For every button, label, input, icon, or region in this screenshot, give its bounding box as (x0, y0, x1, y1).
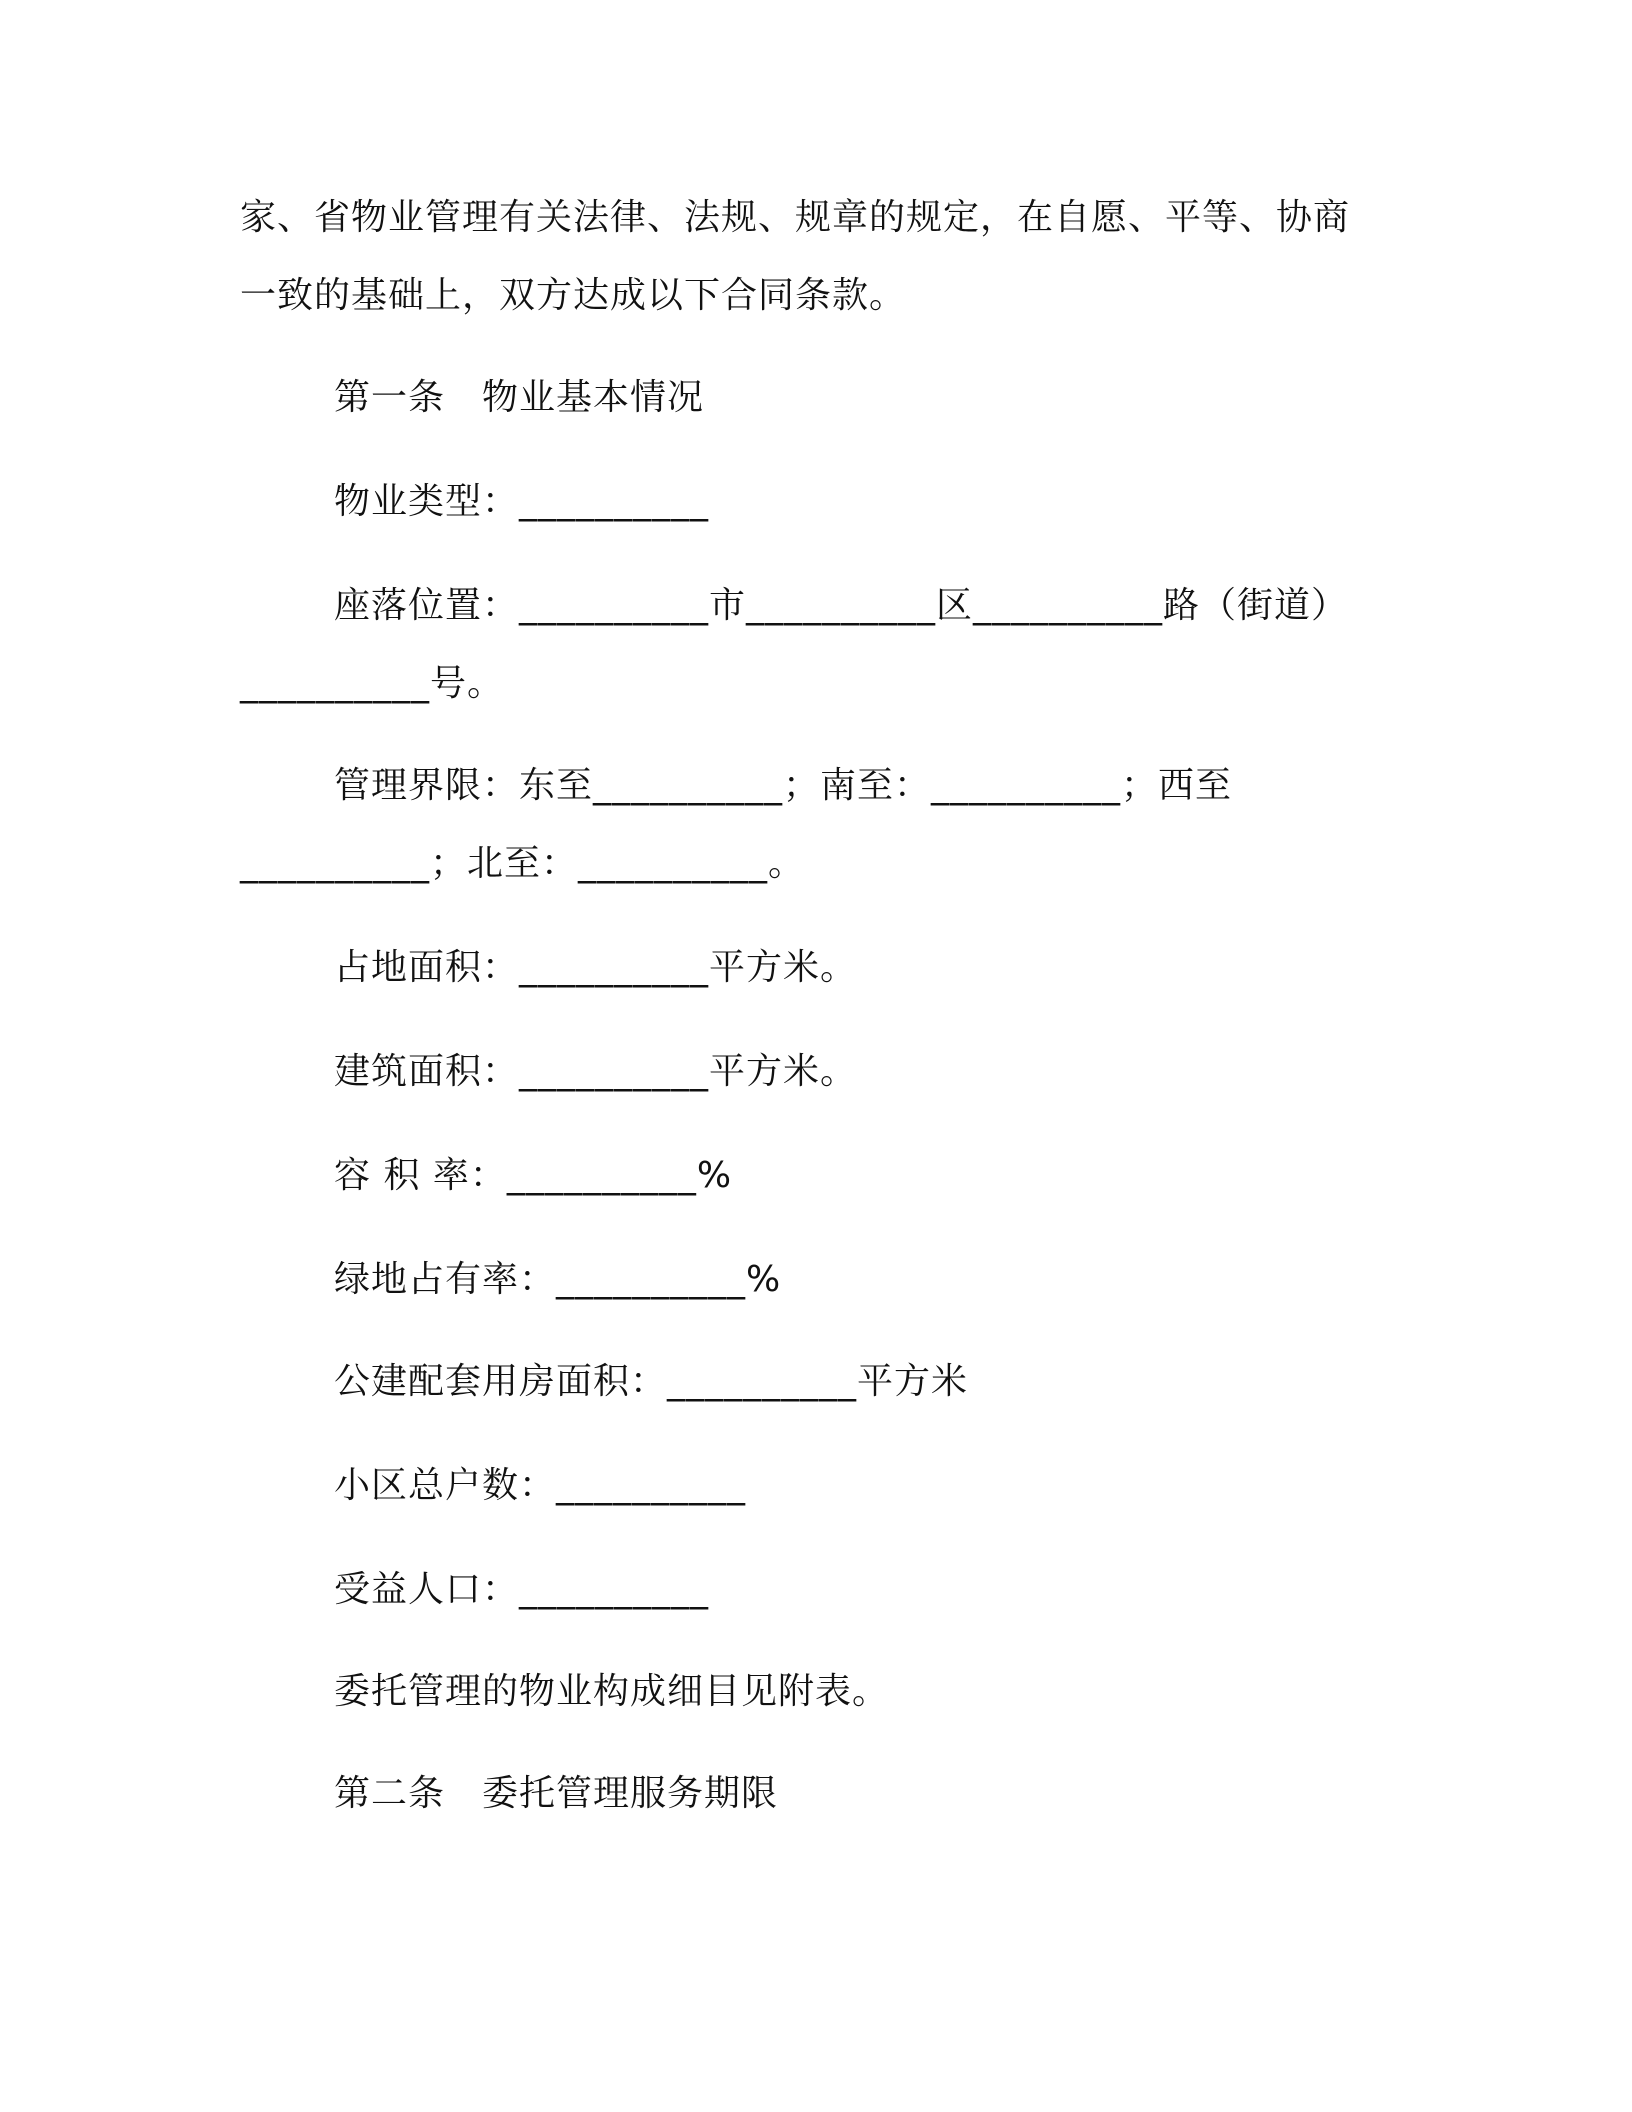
attachment-note-line: 委托管理的物业构成细目见附表。 (334, 1671, 890, 1712)
land-area-line: 占地面积：__________平方米。 (334, 947, 858, 988)
paragraph-intro-line-1: 家、省物业管理有关法律、法规、规章的规定，在自愿、平等、协商 (240, 197, 1351, 238)
article-2-heading: 第二条 委托管理服务期限 (334, 1773, 779, 1814)
public-facility-area-line: 公建配套用房面积：__________平方米 (334, 1361, 969, 1402)
paragraph-intro-line-2: 一致的基础上，双方达成以下合同条款。 (240, 275, 907, 316)
green-ratio-line: 绿地占有率：__________% (334, 1259, 782, 1300)
household-count-line: 小区总户数：__________ (334, 1465, 747, 1506)
article-1-heading: 第一条 物业基本情况 (334, 377, 705, 418)
location-line-2: __________号。 (240, 663, 505, 704)
boundary-line-1: 管理界限：东至__________；南至：__________；西至 (334, 765, 1233, 806)
beneficiary-population-line: 受益人口：__________ (334, 1569, 710, 1610)
plot-ratio-line: 容 积 率：__________% (334, 1155, 733, 1196)
location-line-1: 座落位置：__________市__________区__________路（街道） (334, 585, 1349, 626)
building-area-line: 建筑面积：__________平方米。 (334, 1051, 858, 1092)
property-type-line: 物业类型：__________ (334, 481, 710, 522)
boundary-line-2: __________；北至：__________。 (240, 843, 806, 884)
